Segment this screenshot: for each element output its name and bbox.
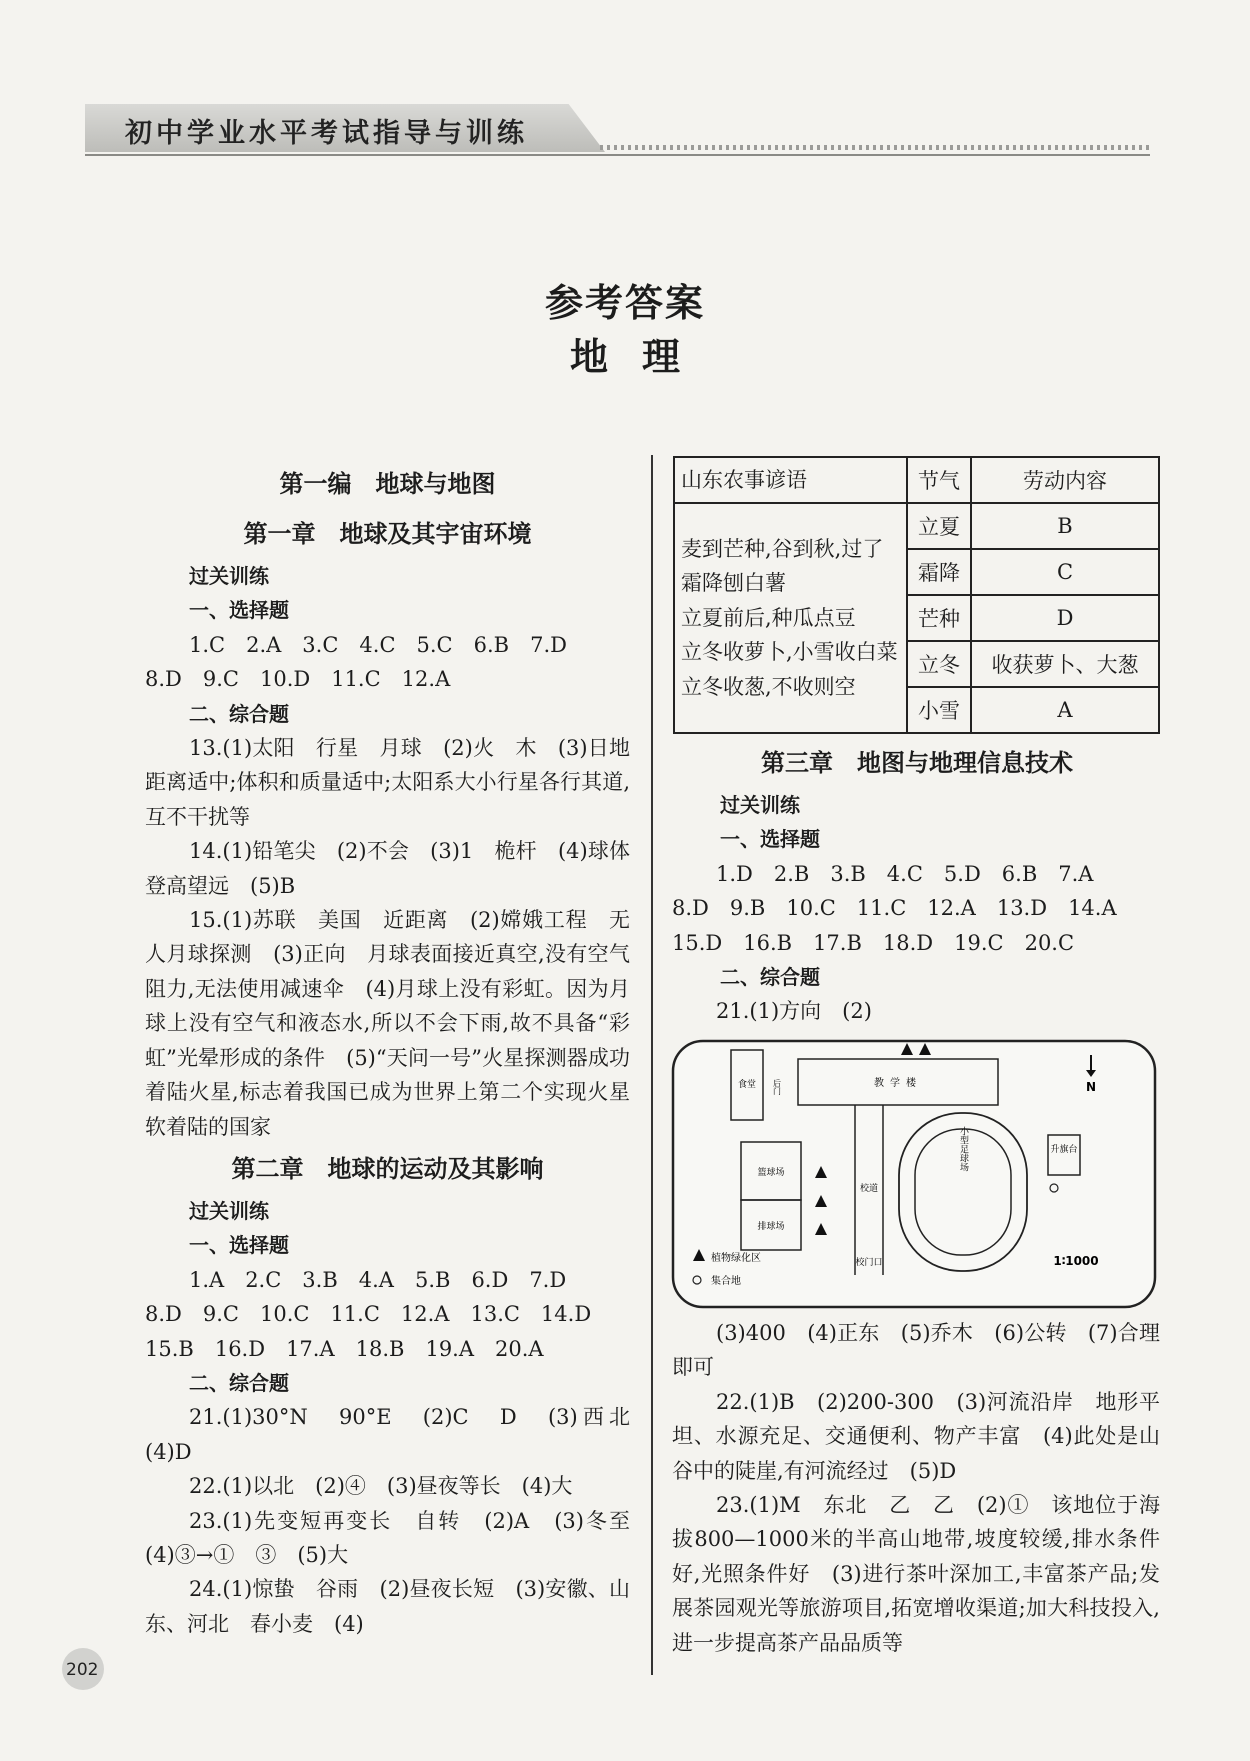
page-number: 202	[66, 1660, 99, 1680]
saying-1: 麦到芒种,谷到秋,过了霜降刨白薯	[681, 536, 884, 596]
saying-2: 立夏前后,种瓜点豆	[681, 605, 856, 630]
ch2-mc-row2: 8.D 9.C 10.C 11.C 12.A 13.C 14.D	[145, 1302, 592, 1327]
legend-assembly-label: 集合地	[711, 1276, 741, 1287]
legend-green-label: 植物绿化区	[711, 1253, 761, 1264]
table-header-saying: 山东农事谚语	[674, 457, 907, 503]
page-title: 参考答案	[544, 280, 705, 325]
right-column-upper	[672, 738, 1162, 1029]
answer-q23: 23.(1)先变短再变长 自转 (2)A (3)冬至 (4)③→① ③ (5)大	[145, 1508, 651, 1567]
answer-r21: 21.(1)方向 (2)	[716, 999, 872, 1024]
volleyball-label: 排球场	[757, 1222, 785, 1232]
answer-q24: 24.(1)惊蛰 谷雨 (2)昼夜长短 (3)安徽、山东、河北 春小麦 (4)	[145, 1577, 630, 1636]
ch2-mc-row1: 1.A 2.C 3.B 4.A 5.B 6.D 7.D	[189, 1267, 567, 1292]
term-cell: 立夏	[907, 503, 971, 549]
right-column-lower	[672, 1316, 1160, 1660]
table-header-term: 节气	[907, 457, 971, 503]
ch1-comp-label: 二、综合题	[189, 701, 289, 726]
part-heading: 第一编 地球与地图	[279, 469, 496, 498]
ch3-mc-row1: 1.D 2.B 3.B 4.C 5.D 6.B 7.A	[716, 861, 1094, 886]
saying-3: 立冬收萝卜,小雪收白菜	[681, 640, 898, 665]
labor-cell: B	[971, 503, 1159, 549]
header-rule	[85, 154, 1150, 156]
labor-cell: C	[971, 549, 1159, 595]
ch1-mc-row2: 8.D 9.C 10.D 11.C 12.A	[145, 667, 451, 692]
answer-q14: 14.(1)铅笔尖 (2)不会 (3)1 桅杆 (4)球体 登高望远 (5)B	[145, 839, 651, 898]
scale-label: 1∶1000	[1053, 1254, 1099, 1268]
ch3-mc-row3: 15.D 16.B 17.B 18.D 19.C 20.C	[672, 930, 1075, 955]
chapter3-heading: 第三章 地图与地理信息技术	[761, 748, 1073, 777]
ch3-mc-row2: 8.D 9.B 10.C 11.C 12.A 13.D 14.A	[672, 896, 1117, 921]
answer-r22: 22.(1)B (2)200-300 (3)河流沿岸 地形平坦、水源充足、交通便利、物产丰富 (4)此处是山谷中的陡崖,有河流经过 (5)D	[672, 1389, 1160, 1483]
flag-platform-label: 升旗台	[1050, 1145, 1078, 1155]
campus-map	[671, 1039, 1157, 1309]
back-gate-label: 后门	[772, 1079, 782, 1095]
labor-cell: 收获萝卜、大葱	[971, 641, 1159, 687]
field-label: 小型足球场	[958, 1126, 968, 1172]
north-label: N	[1085, 1080, 1097, 1094]
answer-r21-continued: (3)400 (4)正东 (5)乔木 (6)公转 (7)合理即可	[672, 1321, 1160, 1380]
column-divider	[651, 455, 653, 1675]
ch1-mc-label: 一、选择题	[189, 598, 289, 623]
answer-q15: 15.(1)苏联 美国 近距离 (2)嫦娥工程 无人月球探测 (3)正向 月球表面接近真空,没有空气阻力,无法使用减速伞 (4)月球上没有彩虹。因为月球上没有空气和液态水,所以不会下雨,故不具备“彩虹”光晕形成的条件 (5)“天问一号”火星探测器成功着陆火星,标志着我国已成为世界上第二个实现火星软着陆的国家	[145, 908, 630, 1139]
canteen-label: 食堂	[737, 1080, 757, 1090]
ch1-mc-row1: 1.C 2.A 3.C 4.C 5.C 6.B 7.D	[189, 632, 567, 657]
labor-cell: D	[971, 595, 1159, 641]
ch1-train-label: 过关训练	[189, 564, 269, 588]
ch2-mc-row3: 15.B 16.D 17.A 18.B 19.A 20.A	[145, 1336, 544, 1361]
ch2-train-label: 过关训练	[189, 1198, 269, 1223]
answer-q21: 21.(1)30°N 90°E (2)C D (3)西北 (4)D	[145, 1405, 651, 1464]
road-label: 校道	[859, 1184, 879, 1194]
basketball-label: 篮球场	[757, 1168, 785, 1178]
teaching-building-label: 教学楼	[874, 1078, 922, 1089]
banner-title: 初中学业水平考试指导与训练	[125, 118, 528, 149]
ch3-train-label: 过关训练	[720, 793, 800, 817]
term-cell: 芒种	[907, 595, 971, 641]
term-cell: 立冬	[907, 641, 971, 687]
solar-term-table	[673, 456, 1160, 734]
answer-q13: 13.(1)太阳 行星 月球 (2)火 木 (3)日地距离适中;体积和质量适中;太阳系大小行星各行其道,互不干扰等	[145, 736, 630, 829]
sayings-cell	[674, 503, 907, 733]
banner-dots	[600, 145, 1150, 150]
term-cell: 小雪	[907, 687, 971, 733]
table-header-labor: 劳动内容	[971, 457, 1159, 503]
term-cell: 霜降	[907, 549, 971, 595]
chapter1-heading: 第一章 地球及其宇宙环境	[243, 519, 532, 548]
ch3-comp-label: 二、综合题	[720, 965, 820, 990]
answer-q22: 22.(1)以北 (2)④ (3)昼夜等长 (4)大	[189, 1474, 573, 1499]
ch2-comp-label: 二、综合题	[189, 1370, 289, 1395]
ch3-mc-label: 一、选择题	[720, 827, 820, 852]
left-column	[145, 459, 651, 1641]
answer-r23: 23.(1)M 东北 乙 乙 (2)① 该地位于海拔800—1000米的半高山地带,坡度较缓,排水条件好,光照条件好 (3)进行茶叶深加工,丰富茶产品;发展茶园观光等旅游项目,拓宽增收渠道;加大科技投入,进一步提高茶产品品质等	[672, 1493, 1160, 1655]
saying-4: 立冬收葱,不收则空	[681, 674, 856, 699]
labor-cell: A	[971, 687, 1159, 733]
ch2-mc-label: 一、选择题	[189, 1233, 289, 1258]
gate-label: 校门口	[855, 1258, 883, 1268]
chapter2-heading: 第二章 地球的运动及其影响	[231, 1153, 544, 1183]
subject-title: 地理	[569, 334, 714, 379]
